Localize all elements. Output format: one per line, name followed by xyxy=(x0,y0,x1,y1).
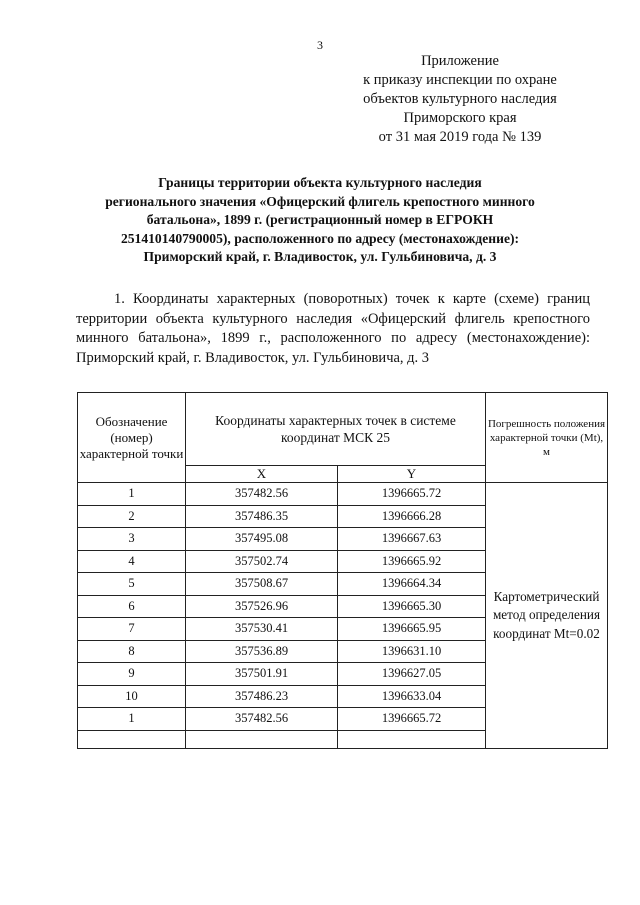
table-row xyxy=(78,483,608,506)
coordinates-paragraph xyxy=(76,290,590,368)
appendix-line: объектов культурного наследия xyxy=(363,91,557,107)
header-error: Погрешность положения характерной точки (Mt), м xyxy=(486,393,608,483)
x-coordinate-cell: 357486.23 xyxy=(186,685,338,708)
point-number-cell: 3 xyxy=(78,528,186,551)
title-line: Приморский край, г. Владивосток, ул. Гульбиновича, д. 3 xyxy=(143,249,497,264)
header-y: Y xyxy=(338,466,486,483)
y-coordinate-cell: 1396665.95 xyxy=(338,618,486,641)
coordinates-table xyxy=(77,392,608,749)
title-line: регионального значения «Офицерский флигель крепостного минного xyxy=(105,193,535,209)
title-line: Границы территории объекта культурного наследия xyxy=(158,175,482,190)
y-coordinate-cell: 1396631.10 xyxy=(338,640,486,663)
x-coordinate-cell: 357530.41 xyxy=(186,618,338,641)
point-number-cell: 4 xyxy=(78,550,186,573)
document-title xyxy=(88,174,552,267)
y-coordinate-cell: 1396665.72 xyxy=(338,483,486,506)
point-number-cell: 5 xyxy=(78,573,186,596)
x-coordinate-cell: 357501.91 xyxy=(186,663,338,686)
y-coordinate-cell: 1396665.72 xyxy=(338,708,486,731)
x-coordinate-cell: 357495.08 xyxy=(186,528,338,551)
x-coordinate-cell: 357502.74 xyxy=(186,550,338,573)
point-number-cell: 1 xyxy=(78,483,186,506)
point-number-cell: 6 xyxy=(78,595,186,618)
y-coordinate-cell: 1396665.92 xyxy=(338,550,486,573)
point-number-cell: 10 xyxy=(78,685,186,708)
x-coordinate-cell: 357536.89 xyxy=(186,640,338,663)
y-coordinate-cell: 1396667.63 xyxy=(338,528,486,551)
y-coordinate-cell: 1396633.04 xyxy=(338,685,486,708)
appendix-line: Приложение xyxy=(421,53,499,69)
header-x: X xyxy=(186,466,338,483)
y-coordinate-cell: 1396627.05 xyxy=(338,663,486,686)
appendix-line: Приморского края xyxy=(403,110,517,126)
header-coordinates: Координаты характерных точек в системе координат МСК 25 xyxy=(186,393,486,466)
empty-cell xyxy=(78,730,186,748)
empty-cell xyxy=(338,730,486,748)
paragraph-text: 1. Координаты характерных (поворотных) точек к карте (схеме) границ территории объекта культурного наследия «Офицерский флигель крепостного минного батальона», 1899 г., расположенного по адресу (местонахождение): Приморский край, г. Владивосток, ул. Гульбиновича, д. 3 xyxy=(76,291,590,366)
y-coordinate-cell: 1396664.34 xyxy=(338,573,486,596)
x-coordinate-cell: 357482.56 xyxy=(186,483,338,506)
point-number-cell: 8 xyxy=(78,640,186,663)
appendix-line: к приказу инспекции по охране xyxy=(363,72,557,88)
empty-cell xyxy=(186,730,338,748)
y-coordinate-cell: 1396666.28 xyxy=(338,505,486,528)
x-coordinate-cell: 357486.35 xyxy=(186,505,338,528)
y-coordinate-cell: 1396665.30 xyxy=(338,595,486,618)
title-line: батальона», 1899 г. (регистрационный номер в ЕГРОКН xyxy=(146,212,494,227)
appendix-block xyxy=(340,52,580,147)
header-point-number: Обозначение (номер) характерной точки xyxy=(78,393,186,483)
appendix-line: от 31 мая 2019 года № 139 xyxy=(378,129,542,145)
page-number: 3 xyxy=(317,38,323,52)
x-coordinate-cell: 357526.96 xyxy=(186,595,338,618)
x-coordinate-cell: 357482.56 xyxy=(186,708,338,731)
x-coordinate-cell: 357508.67 xyxy=(186,573,338,596)
point-number-cell: 1 xyxy=(78,708,186,731)
point-number-cell: 2 xyxy=(78,505,186,528)
title-line: 251410140790005), расположенного по адресу (местонахождение): xyxy=(120,230,520,246)
point-number-cell: 7 xyxy=(78,618,186,641)
method-cell: Картометрический метод определения координат Mt=0.02 xyxy=(486,483,608,749)
point-number-cell: 9 xyxy=(78,663,186,686)
